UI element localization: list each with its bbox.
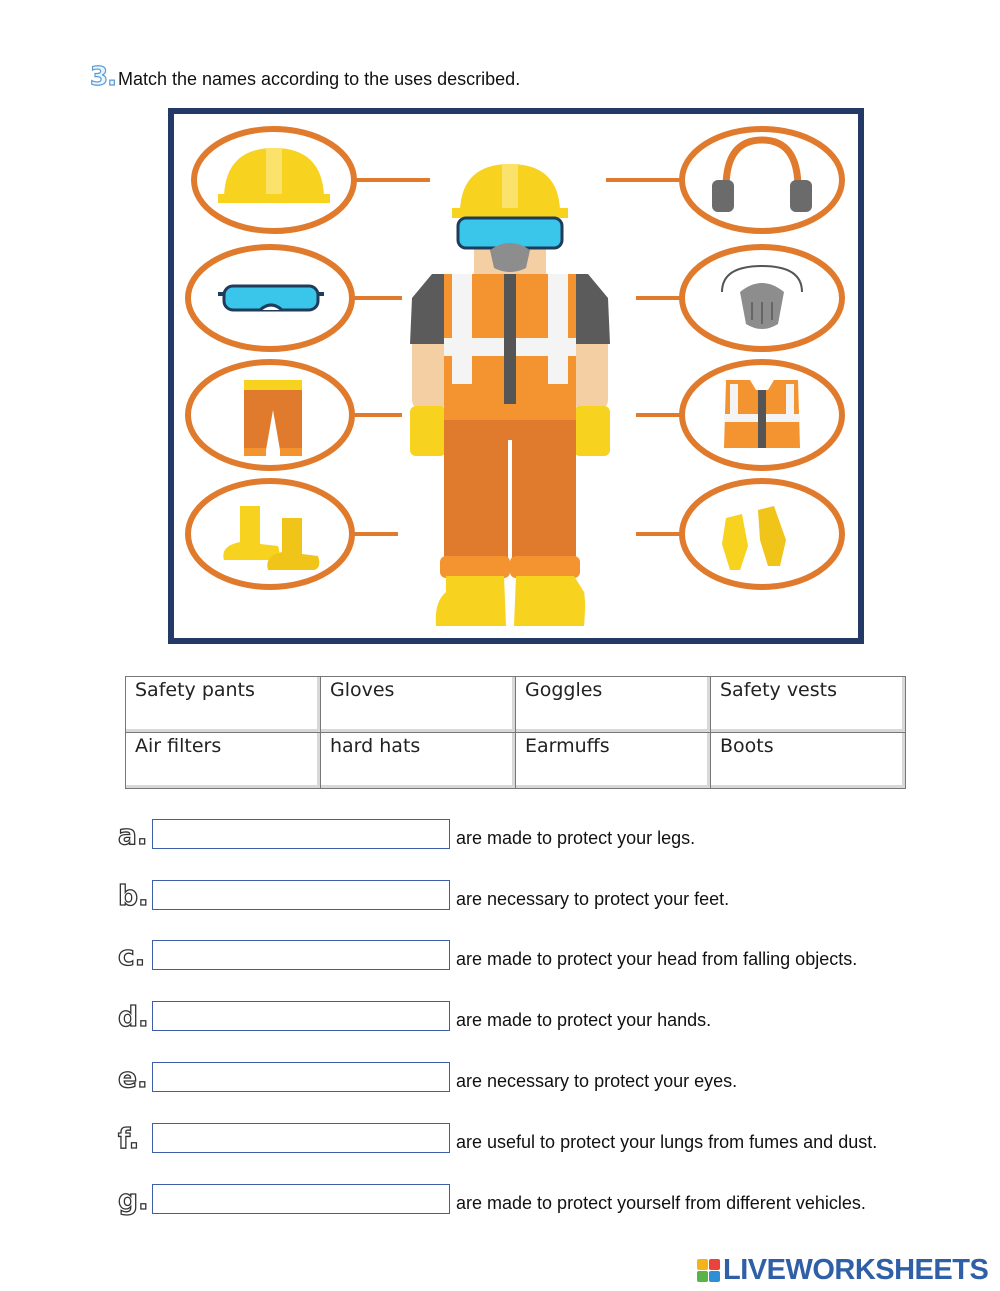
word-bank-cell: Goggles — [516, 677, 711, 733]
question-text: are useful to protect your lungs from fumes and dust. — [456, 1131, 878, 1152]
question-b — [118, 877, 729, 913]
instruction-text: Match the names according to the uses described. — [117, 69, 521, 89]
question-a — [118, 816, 695, 852]
question-d — [118, 998, 711, 1034]
question-e — [118, 1059, 737, 1095]
instruction-number: 3. — [90, 62, 116, 92]
ring-earmuffs — [682, 129, 842, 231]
ring-boots — [188, 481, 352, 587]
question-text: are made to protect your legs. — [456, 827, 696, 848]
answer-input-a[interactable] — [152, 819, 450, 849]
gloves-icon — [722, 506, 786, 570]
ppe-worker-svg — [174, 114, 858, 638]
vest-icon — [724, 380, 800, 448]
air-filter-icon — [722, 266, 802, 329]
logo-block — [697, 1259, 708, 1270]
question-letter: f. — [118, 1121, 140, 1155]
answer-input-g[interactable] — [152, 1184, 450, 1214]
word-bank-cell: hard hats — [321, 733, 516, 789]
answer-input-c[interactable] — [152, 940, 450, 970]
question-letter: e. — [118, 1060, 148, 1094]
question-letter: g. — [118, 1182, 149, 1216]
instruction — [90, 62, 520, 92]
word-bank-cell: Safety vests — [711, 677, 906, 733]
question-text: are necessary to protect your feet. — [456, 888, 730, 909]
question-text: are made to protect your head from falling objects. — [456, 948, 858, 969]
logo-block — [709, 1259, 720, 1270]
word-bank-cell: Air filters — [126, 733, 321, 789]
answer-input-b[interactable] — [152, 880, 450, 910]
question-letter: d. — [118, 999, 149, 1033]
hard-hat-icon — [218, 148, 330, 203]
pants-icon — [244, 380, 302, 456]
safety-equipment-illustration — [168, 108, 864, 644]
question-text: are necessary to protect your eyes. — [456, 1070, 738, 1091]
logo-block — [697, 1271, 708, 1282]
liveworksheets-logo — [697, 1254, 988, 1287]
earmuffs-icon — [712, 140, 812, 212]
question-c — [118, 937, 857, 973]
word-bank-row — [126, 677, 906, 733]
question-letter: c. — [118, 938, 146, 972]
word-bank-cell: Earmuffs — [516, 733, 711, 789]
question-text: are made to protect your hands. — [456, 1009, 712, 1030]
question-letter: b. — [118, 878, 149, 912]
logo-text: LIVEWORKSHEETS — [723, 1254, 989, 1286]
word-bank-cell: Safety pants — [126, 677, 321, 733]
worker-figure — [410, 164, 610, 626]
word-bank-table — [125, 676, 906, 789]
goggles-icon — [218, 286, 324, 310]
answer-input-e[interactable] — [152, 1062, 450, 1092]
word-bank-cell: Gloves — [321, 677, 516, 733]
question-g — [118, 1181, 866, 1217]
question-letter: a. — [118, 817, 148, 851]
word-bank-cell: Boots — [711, 733, 906, 789]
answer-input-f[interactable] — [152, 1123, 450, 1153]
boots-icon — [223, 506, 319, 570]
logo-blocks-icon — [697, 1259, 720, 1282]
word-bank-row — [126, 733, 906, 789]
question-f — [118, 1120, 877, 1156]
logo-block — [709, 1271, 720, 1282]
question-text: are made to protect yourself from different vehicles. — [456, 1192, 866, 1213]
answer-input-d[interactable] — [152, 1001, 450, 1031]
